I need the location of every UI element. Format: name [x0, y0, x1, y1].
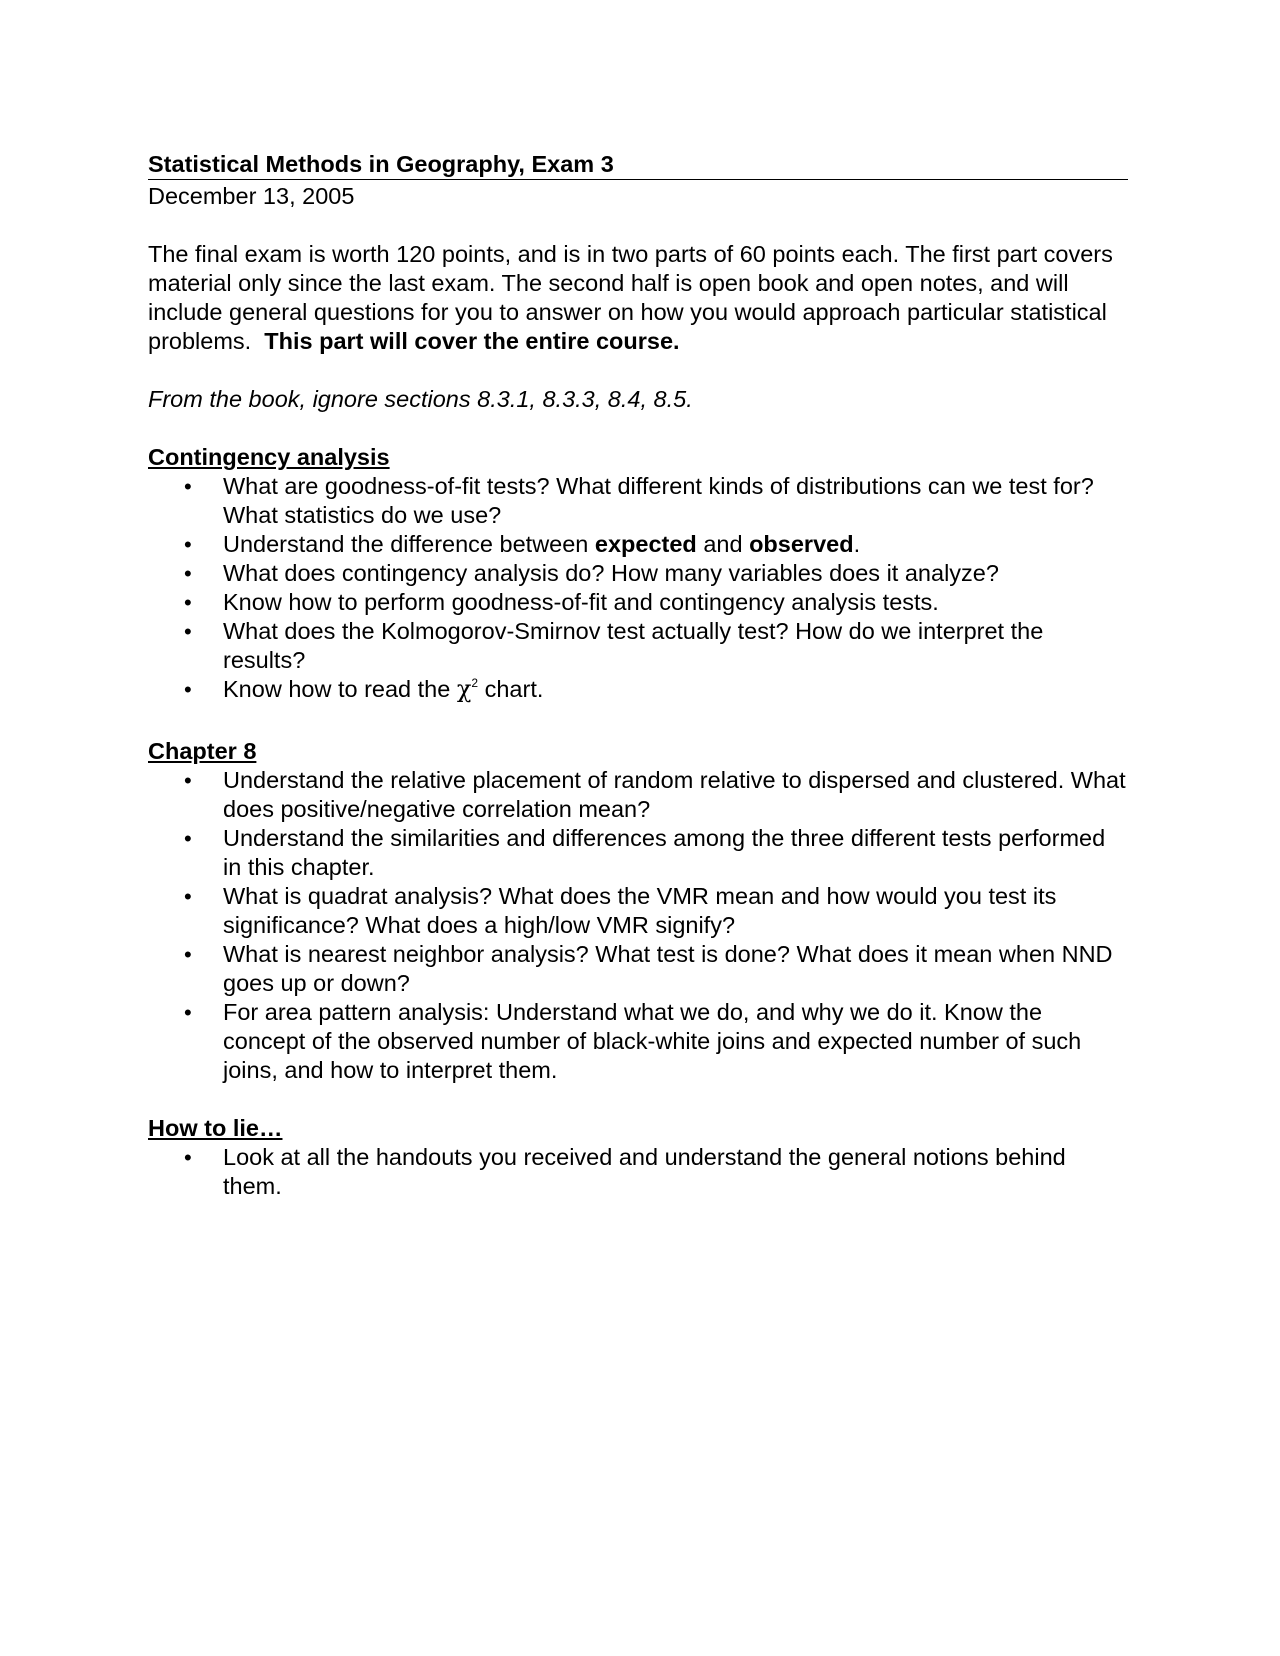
list-item: • What are goodness-of-fit tests? What different kinds of distributions can we test for? What statistics do we use? [184, 473, 1094, 528]
bullet-icon: • [184, 1145, 192, 1170]
bullet-icon: • [184, 768, 192, 793]
list-item: • Know how to read the $\chi^2$ chart. [184, 675, 544, 703]
document-page [148, 150, 1128, 1201]
chi-symbol: χ [456, 675, 472, 703]
bullet-icon: • [184, 590, 192, 615]
book-note: From the book, ignore sections 8.3.1, 8.3.3, 8.4, 8.5. [148, 386, 693, 412]
document-date: December 13, 2005 [148, 183, 355, 209]
list-item: • What is nearest neighbor analysis? What test is done? What does it mean when NND goes up or down? [184, 941, 1113, 996]
bullet-icon: • [184, 942, 192, 967]
bullet-icon: • [184, 1000, 192, 1025]
list-item: • Understand the relative placement of random relative to dispersed and clustered. What does positive/negative correlation mean? [184, 767, 1126, 822]
document-title: Statistical Methods in Geography, Exam 3 [148, 150, 1128, 180]
bullet-icon: • [184, 619, 192, 644]
list-item: • Look at all the handouts you received and understand the general notions behind them. [184, 1144, 1066, 1199]
contingency-list [148, 472, 1128, 708]
section-heading-contingency: Contingency analysis [148, 444, 390, 470]
chi-superscript: 2 [471, 676, 479, 690]
list-item: • What is quadrat analysis? What does the VMR mean and how would you test its significance? What does a high/low VMR signify? [184, 883, 1057, 938]
list-item: • What does contingency analysis do? How many variables does it analyze? [184, 560, 999, 586]
bullet-icon: • [184, 532, 192, 557]
bullet-icon: • [184, 826, 192, 851]
section-heading-chapter-8: Chapter 8 [148, 738, 257, 764]
intro-paragraph [148, 240, 1128, 356]
list-item: • Understand the difference between expected and observed. [184, 531, 861, 557]
bullet-icon: • [184, 561, 192, 586]
intro-bold-text: This part will cover the entire course. [264, 328, 680, 354]
list-item: • Know how to perform goodness-of-fit and contingency analysis tests. [184, 589, 939, 615]
chapter-8-list [148, 766, 1128, 1085]
term-expected: expected [594, 531, 697, 557]
term-observed: observed [749, 531, 854, 557]
bullet-icon: • [184, 884, 192, 909]
bullet-icon: • [184, 677, 192, 702]
intro-text: The final exam is worth 120 points, and is in two parts of 60 points each. The first part covers material only since the last exam. The second half is open book and open notes, and will include general questions for you to answer on how you would approach particular statistical problems. [148, 241, 1113, 354]
list-item: • Understand the similarities and differences among the three different tests performed in this chapter. [184, 825, 1106, 880]
section-heading-how-to-lie: How to lie… [148, 1115, 283, 1141]
list-item: • For area pattern analysis: Understand what we do, and why we do it. Know the concept of the observed number of black-white joins and expected number of such joins, and how to interpret them. [184, 999, 1082, 1083]
bullet-icon: • [184, 474, 192, 499]
how-to-lie-list [148, 1143, 1128, 1201]
list-item: • What does the Kolmogorov-Smirnov test actually test? How do we interpret the results? [184, 618, 1044, 673]
